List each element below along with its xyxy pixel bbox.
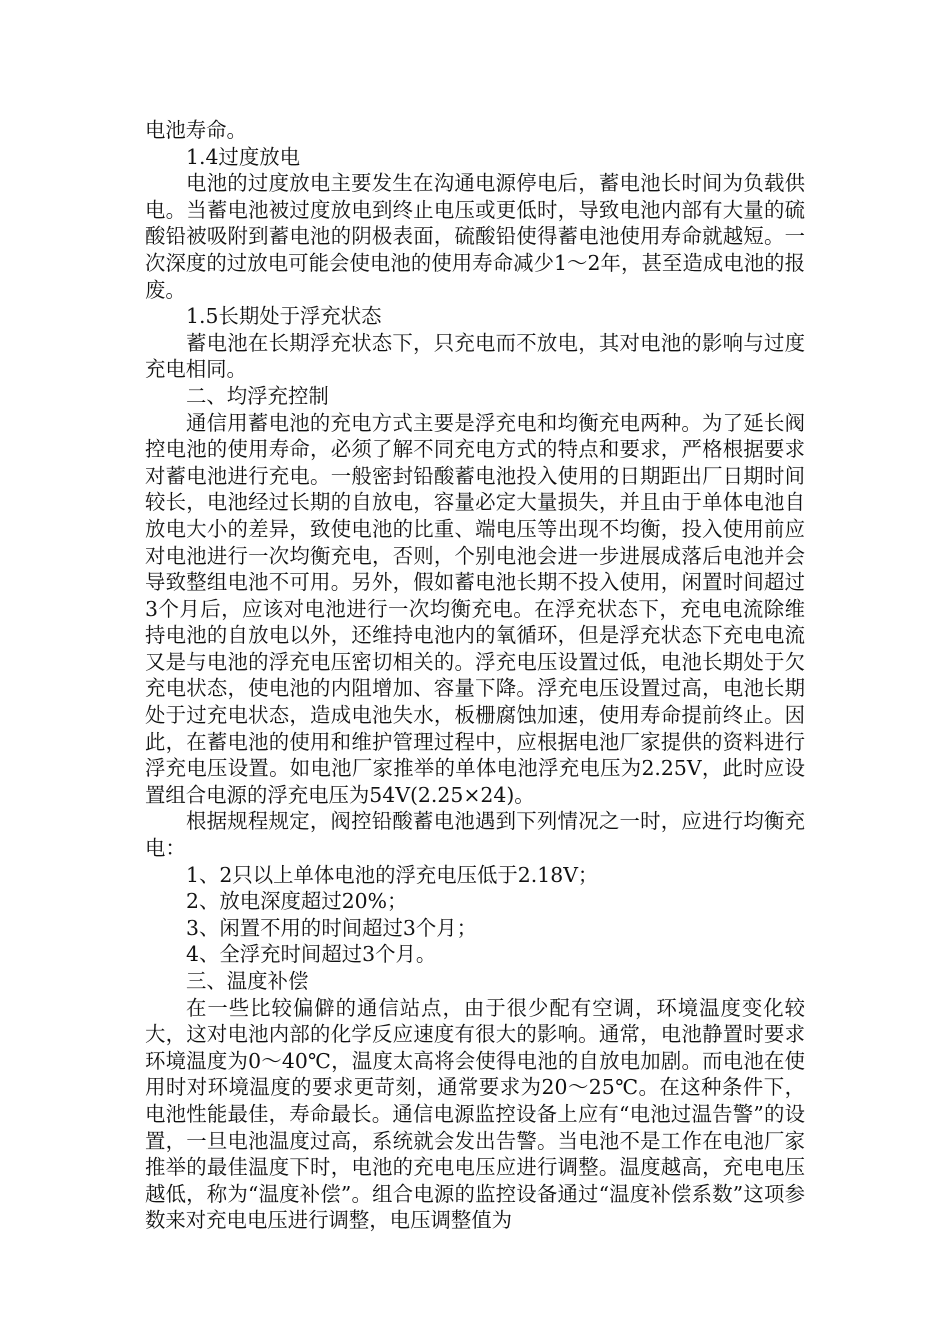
list-item-1: 1、2只以上单体电池的浮充电压低于2.18V； xyxy=(186,862,599,887)
paragraph-continuation: 电池寿命。 xyxy=(145,118,247,142)
paragraph-charging-methods: 通信用蓄电池的充电方式主要是浮充电和均衡充电两种。为了延长阀控电池的使用寿命，必须了解不同充电方式的特点和要求，严格根据要求对蓄电池进行充电。一般密封铅酸蓄电池投入使用的日期距出厂日期时间较长，电池经过长期的自放电，容量必定大量损失，并且由于单体电池自放电大小的差异，致使电池的比重、端电压等出现不均衡，投入使用前应对电池进行一次均衡充电，否则，个别电池会进一步进展成落后电池并会导致整组电池不可用。另外，假如蓄电池长期不投入使用，闲置时间超过3个月后，应该对电池进行一次均衡充电。在浮充状态下，充电电流除维持电池的自放电以外，还维持电池内的氧循环，但是浮充状态下充电电流又是与电池的浮充电压密切相关的。浮充电压设置过低，电池长期处于欠充电状态，使电池的内阻增加、容量下降。浮充电压设置过高，电池长期处于过充电状态，造成电池失水，板栅腐蚀加速，使用寿命提前终止。因此，在蓄电池的使用和维护管理过程中，应根据电池厂家提供的资料进行浮充电压设置。如电池厂家推举的单体电池浮充电压为2.25V，此时应设置组合电源的浮充电压为54V(2.25×24)。 xyxy=(145,410,805,807)
list-item-4: 4、全浮充时间超过3个月。 xyxy=(186,942,437,967)
heading-1-5: 1.5长期处于浮充状态 xyxy=(186,304,382,329)
paragraph-equalize-rules: 根据规程规定，阀控铅酸蓄电池遇到下列情况之一时，应进行均衡充电： xyxy=(145,809,805,861)
heading-1-4: 1.4过度放电 xyxy=(186,144,300,169)
paragraph-over-discharge: 电池的过度放电主要发生在沟通电源停电后，蓄电池长时间为负载供电。当蓄电池被过度放电到终止电压或更低时，导致电池内部有大量的硫酸铅被吸附到蓄电池的阴极表面，硫酸铅使得蓄电池使用寿命就越短。一次深度的过放电可能会使电池的使用寿命减少1～2年，甚至造成电池的报废。 xyxy=(145,171,805,302)
heading-section-3: 三、温度补偿 xyxy=(186,969,309,993)
paragraph-temperature: 在一些比较偏僻的通信站点，由于很少配有空调，环境温度变化较大，这对电池内部的化学反应速度有很大的影响。通常，电池静置时要求环境温度为0～40℃，温度太高将会使得电池的自放电加剧。而电池在使用时对环境温度的要求更苛刻，通常要求为20～25℃。在这种条件下，电池性能最佳，寿命最长。通信电源监控设备上应有“电池过温告警”的设置，一旦电池温度过高，系统就会发出告警。当电池不是工作在电池厂家推举的最佳温度下时，电池的充电电压应进行调整。温度越高，充电电压越低，称为“温度补偿”。组合电源的监控设备通过“温度补偿系数”这项参数来对充电电压进行调整，电压调整值为 xyxy=(145,995,805,1233)
heading-section-2: 二、均浮充控制 xyxy=(186,383,329,408)
list-item-3: 3、闲置不用的时间超过3个月； xyxy=(186,915,478,940)
paragraph-long-float: 蓄电池在长期浮充状态下，只充电而不放电，其对电池的影响与过度充电相同。 xyxy=(145,330,805,382)
list-item-2: 2、放电深度超过20%； xyxy=(186,889,408,914)
document-page xyxy=(145,117,805,1234)
